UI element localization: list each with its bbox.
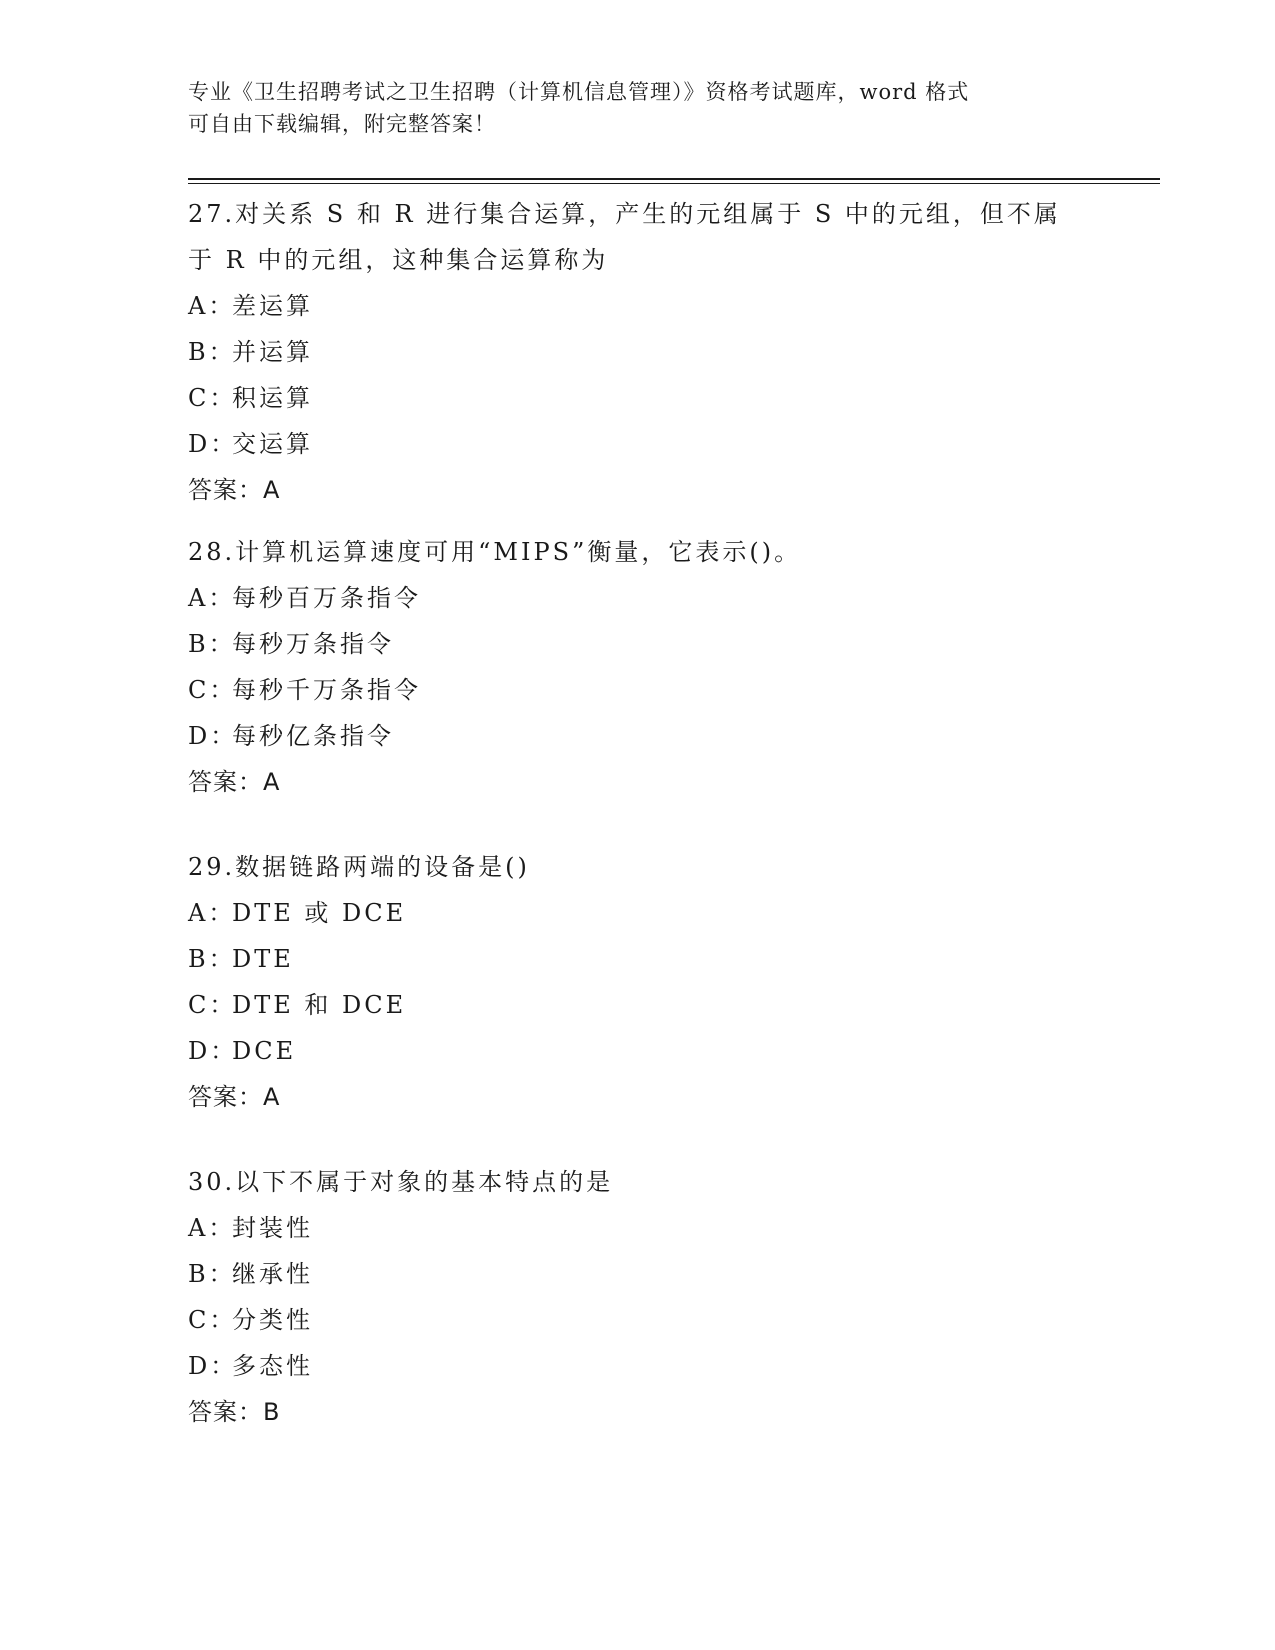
option-d: [188, 421, 1088, 467]
option-text: 封装性: [232, 1214, 313, 1242]
option-label: B：: [188, 338, 236, 366]
option-label: C：: [188, 991, 237, 1019]
option-text: DTE 或 DCE: [232, 899, 407, 927]
option-b: [188, 1251, 1088, 1297]
question-27: [188, 191, 1088, 513]
option-text: 积运算: [232, 384, 313, 412]
option-text: 交运算: [232, 430, 313, 458]
answer-value: B: [263, 1398, 281, 1426]
option-label: A：: [188, 899, 236, 927]
option-text: 每秒百万条指令: [232, 584, 421, 612]
option-text: DTE 和 DCE: [232, 991, 407, 1019]
question-28: [188, 529, 1088, 805]
header-line-2: 可自由下载编辑，附完整答案！: [188, 112, 496, 136]
option-d: [188, 713, 1088, 759]
question-stem-line: 30.以下不属于对象的基本特点的是: [188, 1168, 614, 1196]
option-a: [188, 1205, 1088, 1251]
option-label: D：: [188, 722, 238, 750]
option-text: 每秒亿条指令: [232, 722, 394, 750]
question-stem-line: 28.计算机运算速度可用“MIPS”衡量，它表示()。: [188, 538, 802, 566]
question-stem-line: 29.数据链路两端的设备是(): [188, 853, 530, 881]
option-d: [188, 1343, 1088, 1389]
header-divider-thin: [188, 183, 1160, 184]
answer-value: A: [263, 768, 281, 796]
option-label: C：: [188, 1306, 237, 1334]
header-divider-thick: [188, 178, 1160, 180]
option-text: 并运算: [232, 338, 313, 366]
option-c: [188, 667, 1088, 713]
option-b: [188, 621, 1088, 667]
option-c: [188, 1297, 1088, 1343]
answer-line: [188, 467, 1088, 513]
option-text: 差运算: [232, 292, 313, 320]
option-label: B：: [188, 1260, 236, 1288]
option-label: D：: [188, 1037, 238, 1065]
option-a: [188, 575, 1088, 621]
option-label: A：: [188, 584, 236, 612]
option-text: 每秒万条指令: [232, 630, 394, 658]
option-text: 每秒千万条指令: [232, 676, 421, 704]
document-header: [188, 76, 1088, 140]
answer-label: 答案：: [188, 768, 263, 796]
option-label: D：: [188, 430, 238, 458]
answer-label: 答案：: [188, 1083, 263, 1111]
answer-line: [188, 1389, 1088, 1435]
option-a: [188, 890, 1088, 936]
option-b: [188, 936, 1088, 982]
option-text: 继承性: [232, 1260, 313, 1288]
option-c: [188, 375, 1088, 421]
option-label: A：: [188, 292, 236, 320]
answer-label: 答案：: [188, 1398, 263, 1426]
answer-value: A: [263, 476, 281, 504]
option-text: 多态性: [232, 1352, 313, 1380]
answer-line: [188, 1074, 1088, 1120]
option-text: DTE: [232, 945, 294, 973]
question-stem-line: 于 R 中的元组，这种集合运算称为: [188, 246, 609, 274]
answer-value: A: [263, 1083, 281, 1111]
question-stem-line: 27.对关系 S 和 R 进行集合运算，产生的元组属于 S 中的元组，但不属: [188, 200, 1061, 228]
option-label: B：: [188, 630, 236, 658]
option-b: [188, 329, 1088, 375]
question-30: [188, 1159, 1088, 1435]
header-line-1: 专业《卫生招聘考试之卫生招聘（计算机信息管理）》资格考试题库，word 格式: [188, 80, 970, 104]
option-d: [188, 1028, 1088, 1074]
option-label: B：: [188, 945, 236, 973]
option-c: [188, 982, 1088, 1028]
option-label: C：: [188, 676, 237, 704]
question-29: [188, 844, 1088, 1120]
answer-label: 答案：: [188, 476, 263, 504]
option-label: C：: [188, 384, 237, 412]
option-text: 分类性: [232, 1306, 313, 1334]
option-label: A：: [188, 1214, 236, 1242]
answer-line: [188, 759, 1088, 805]
option-text: DCE: [232, 1037, 297, 1065]
option-label: D：: [188, 1352, 238, 1380]
option-a: [188, 283, 1088, 329]
